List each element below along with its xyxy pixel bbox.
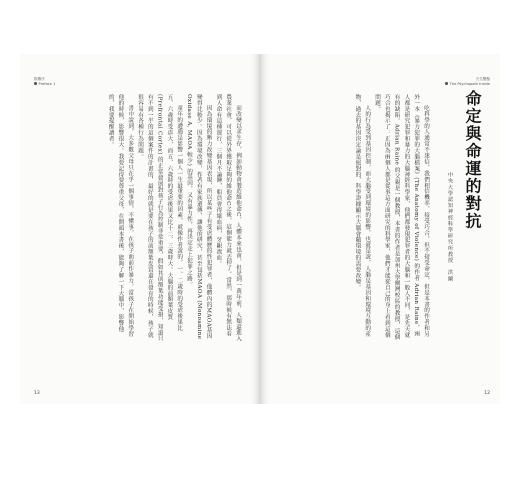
right-paragraph: 吃科學的人通常不迷信，我們相信機率，接受巧合，但不接受命定，但是本書的作者和另外一本《暴力犯罪的大腦檔案》(The Anatomy of Violence) 的作者 Adrian Raine，兩人都是研究犯罪和暴力的大腦神經科學家，他們都發現犯罪者的大腦和一般人不同，是先天就有的缺陷。Adrian Raine 的父親是一個教授，本書的作者是加州大學爾灣校區的教授，這個巧合也揭示了：正因為兩個人都是從事這方面研究的科學家，他們才能從自己的身上看到這個問題。 (374, 94, 429, 340)
left-paragraph: 而改變以求生存，例如動物會製造維他命C，人體本來也會，但是到一萬年前，人類還進入農業社會，可以從外界獲取足夠的維他命C之後，這個能力就丟掉了。當然，那時候有無法看到人命有這種運行，三個月不論睡，船員會得壞血病，牙齦流血。 (215, 94, 241, 342)
left-page (20, 54, 258, 404)
right-running-header (445, 77, 490, 86)
left-page-number: 13 (34, 391, 40, 396)
bullet-icon (34, 82, 37, 85)
left-body-text (40, 94, 242, 342)
left-running-header (34, 77, 55, 86)
left-header-title: 推薦序 (34, 77, 45, 81)
right-page-number: 12 (484, 391, 490, 396)
right-header-subtitle: The Psychopath Inside (449, 81, 490, 86)
left-paragraph: 書中說到，大多數父母只在乎一個事情，不懂事，在孩子面前作暴力，當孩子在開始學習他的時候，影響很大。我要記得要尊重父母，在開頭本書後，能夠了解一下大腦中，影響他的，我要提醒讀者。 (107, 94, 134, 338)
author-byline: 中央大學認知神經科學研究所教授 洪蘭 (447, 172, 453, 282)
left-paragraph: 因為環境的壓力改變基因表現，所以某些子有受虐體歷的性犯罪者，他體內的MAOA基因變得比較少。因為環境改變，作者有家族遺傳，讓他的研究，甚至包括MAOA (Monoamine Oxidase A, MAOA 較少) 的基因，又有暴力性，再決定走上犯罪之路。 (186, 94, 212, 340)
right-body-text (306, 94, 430, 342)
bullet-icon (445, 82, 448, 85)
left-paragraph: 童年的遭遇是影響一個人一生最重要的因素，就像作者說的，一、二歲時的受虐後果比五、六歲時受虐大，而五、六歲時的受虐後果又比十二、三歲時大。大腦的前額葉皮質 (Prefrontal Cortex) 的正常發展對孩子行為控制非常重要，假如其前額葉功能受損，知道只有不到一半的這個案件的計畫的，最好的就是要在孩子的前額葉皮質還在發育的時候，孩子就很容易有各種行為問題。 (137, 94, 183, 342)
left-header-subtitle: Preface 1 (38, 81, 56, 86)
right-paragraph: 人的行為受到基因控制，而大腦受到環境的影響，也就是說，人腦是基因和環境互動的產物，過去的基因決定論是絕對的，科學證據顯示大腦會隨環境的需要改變。 (354, 94, 371, 338)
chapter-title: 命定與命運的對抗 (463, 90, 482, 230)
right-page (262, 54, 500, 404)
right-header-title: 天生變態 (475, 77, 490, 81)
